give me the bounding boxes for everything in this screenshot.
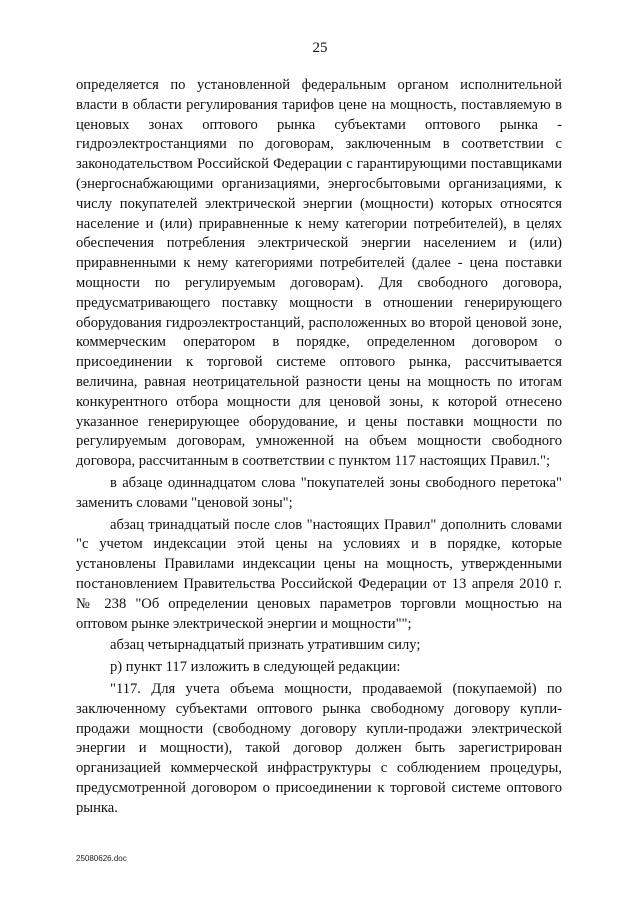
- paragraph-amendment-thirteenth: абзац тринадцатый после слов "настоящих Правил" дополнить словами "с учетом индексации этой цены на условиях и в порядке, которые установлены Правилами индексации цены на мощность, утвержденными постановлением Правительства Российской Федерации от 13 апреля 2010 г. № 238 "Об определении ценовых параметров торговли мощностью на оптовом рынке электрической энергии и мощности"";: [76, 516, 562, 632]
- footer-filename: 25080626.doc: [76, 854, 127, 863]
- paragraph-point-r: р) пункт 117 изложить в следующей редакции:: [110, 659, 401, 676]
- paragraph-clause-117: "117. Для учета объема мощности, продаваемой (покупаемой) по заключенному субъектами оптового рынка свободному договору купли-продажи мощности (свободному договору купли-продажи электрической энергии и мощности), такой договор должен быть зарегистрирован организацией коммерческой инфраструктуры с соблюдением процедуры, предусмотренной договором о присоединении к торговой системе оптового рынка.: [76, 680, 562, 816]
- document-body: [76, 76, 562, 818]
- page-number: 25: [312, 40, 328, 56]
- paragraph-amendment-eleventh: в абзаце одиннадцатом слова "покупателей зоны свободного перетока" заменить словами "ценовой зоны";: [76, 474, 562, 511]
- paragraph-amendment-fourteenth: абзац четырнадцатый признать утратившим силу;: [110, 637, 421, 654]
- paragraph-continuation: определяется по установленной федеральным органом исполнительной власти в области регулирования тарифов цене на мощность, поставляемую в ценовых зонах оптового рынка субъектами оптового рынка - гидроэлектростанциями по договорам, заключенным в соответствии с законодательством Российской Федерации с гарантирующими поставщиками (энергоснабжающими организациями, энергосбытовыми организациями, к числу покупателей электрической энергии (мощности) которых относятся население и (или) приравненные к нему категории потребителей), в целях обеспечения потребления электрической энергии населением и (или) приравненными к нему категориями потребителей (далее - цена поставки мощности по регулируемым договорам). Для свободного договора, предусматривающего поставку мощности в отношении генерирующего оборудования гидроэлектростанций, расположенных во второй ценовой зоне, коммерческим оператором в порядке, определенном договором о присоединении к торговой системе оптового рынка, рассчитывается величина, равная неотрицательной разности цены на мощность по итогам конкурентного отбора мощности для ценовой зоны, к которой отнесено указанное генерирующее оборудование, и цены поставки мощности по регулируемым договорам, умноженной на объем мощности свободного договора, рассчитанным в соответствии с пунктом 117 настоящих Правил.";: [76, 77, 562, 470]
